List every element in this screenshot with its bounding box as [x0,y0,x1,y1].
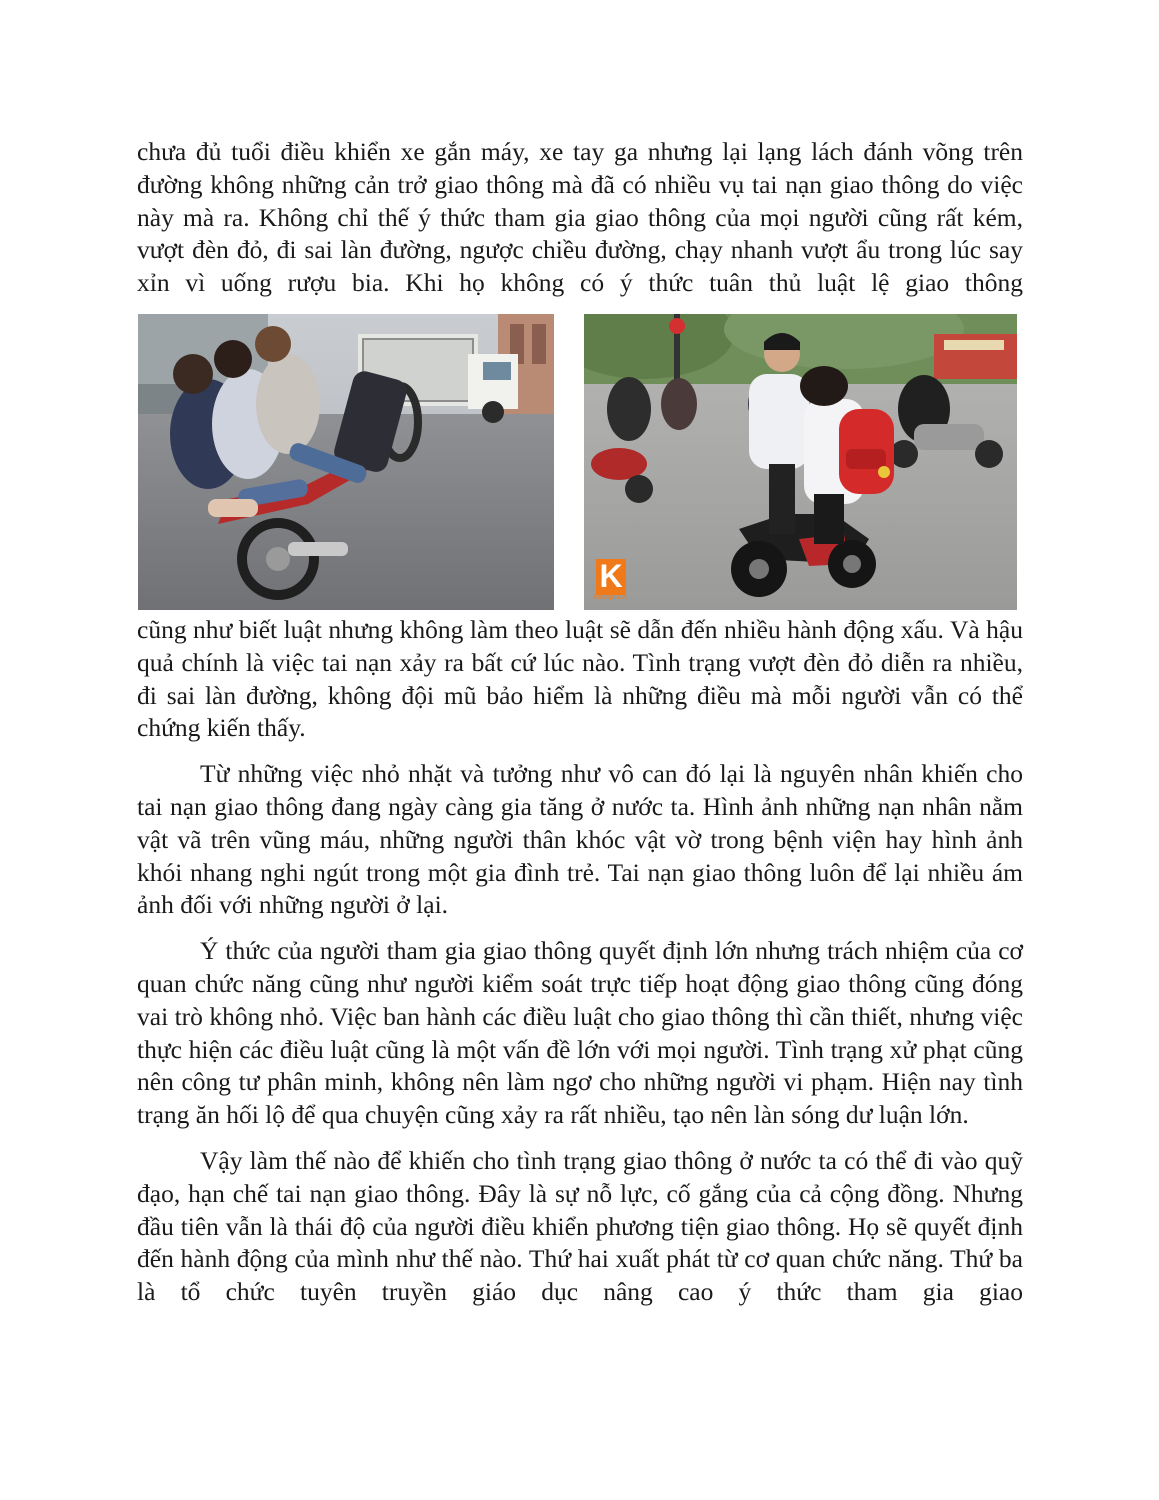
paragraph-continued: chưa đủ tuổi điều khiển xe gắn máy, xe tay ga nhưng lại lạng lách đánh võng trên đường không những cản trở giao thông mà đã có nhiều vụ tai nạn giao thông do việc này mà ra. Không chỉ thế ý thức tham gia giao thông của mọi người cũng rất kém, vượt đèn đỏ, đi sai làn đường, ngược chiều đường, chạy nhanh vượt ẩu trong lúc say xỉn vì uống rượu bia. Khi họ không có ý thức tuân thủ luật lệ giao thông [137,137,1023,298]
paragraph-2: Từ những việc nhỏ nhặt và tưởng như vô can đó lại là nguyên nhân khiến cho tai nạn giao thông đang ngày càng gia tăng ở nước ta. Hình ảnh những nạn nhân nằm vật vã trên vũng máu, những người thân khóc vật vờ trong bệnh viện hay hình ảnh khói nhang nghi ngút trong một gia đình trẻ. Tai nạn giao thông luôn để lại nhiều ám ảnh đối với những người ở lại. [137,759,1023,920]
wheelie-motorbike-photo [138,314,554,610]
paragraph-continued-end: cũng như biết luật nhưng không làm theo luật sẽ dẫn đến nhiều hành động xấu. Và hậu quả chính là việc tai nạn xảy ra bất cứ lúc nào. Tình trạng vượt đèn đỏ diễn ra nhiều, đi sai làn đường, không đội mũ bảo hiểm là những điều mà mỗi người vẫn có thể chứng kiến thấy. [137,615,1023,743]
watermark-caption: Khampha.vn [594,595,628,601]
watermark-logo: K [599,558,623,594]
text-block-top [137,136,1023,300]
students-on-scooter-photo [584,314,1017,610]
text-block-bottom [137,614,1023,1309]
paragraph-3: Ý thức của người tham gia giao thông quyết định lớn nhưng trách nhiệm của cơ quan chức năng cũng như người kiểm soát trực tiếp hoạt động giao thông cũng đóng vai trò không nhỏ. Việc ban hành các điều luật cho giao thông thì cần thiết, nhưng việc thực hiện các điều luật cũng là một vấn đề lớn với mọi người. Tình trạng xử phạt cũng nên công tư phân minh, không nên làm ngơ cho những người vi phạm. Hiện nay tình trạng ăn hối lộ để qua chuyện cũng xảy ra rất nhiều, tạo nên làn sóng dư luận lớn. [137,936,1023,1130]
paragraph-4: Vậy làm thế nào để khiến cho tình trạng giao thông ở nước ta có thể đi vào quỹ đạo, hạn chế tai nạn giao thông. Đây là sự nỗ lực, cố gắng của cả cộng đồng. Nhưng đầu tiên vẫn là thái độ của người điều khiển phương tiện giao thông. Họ sẽ quyết định đến hành động của mình như thế nào. Thứ hai xuất phát từ cơ quan chức năng. Thứ ba là tổ chức tuyên truyền giáo dục nâng cao ý thức tham gia giao [137,1145,1023,1307]
